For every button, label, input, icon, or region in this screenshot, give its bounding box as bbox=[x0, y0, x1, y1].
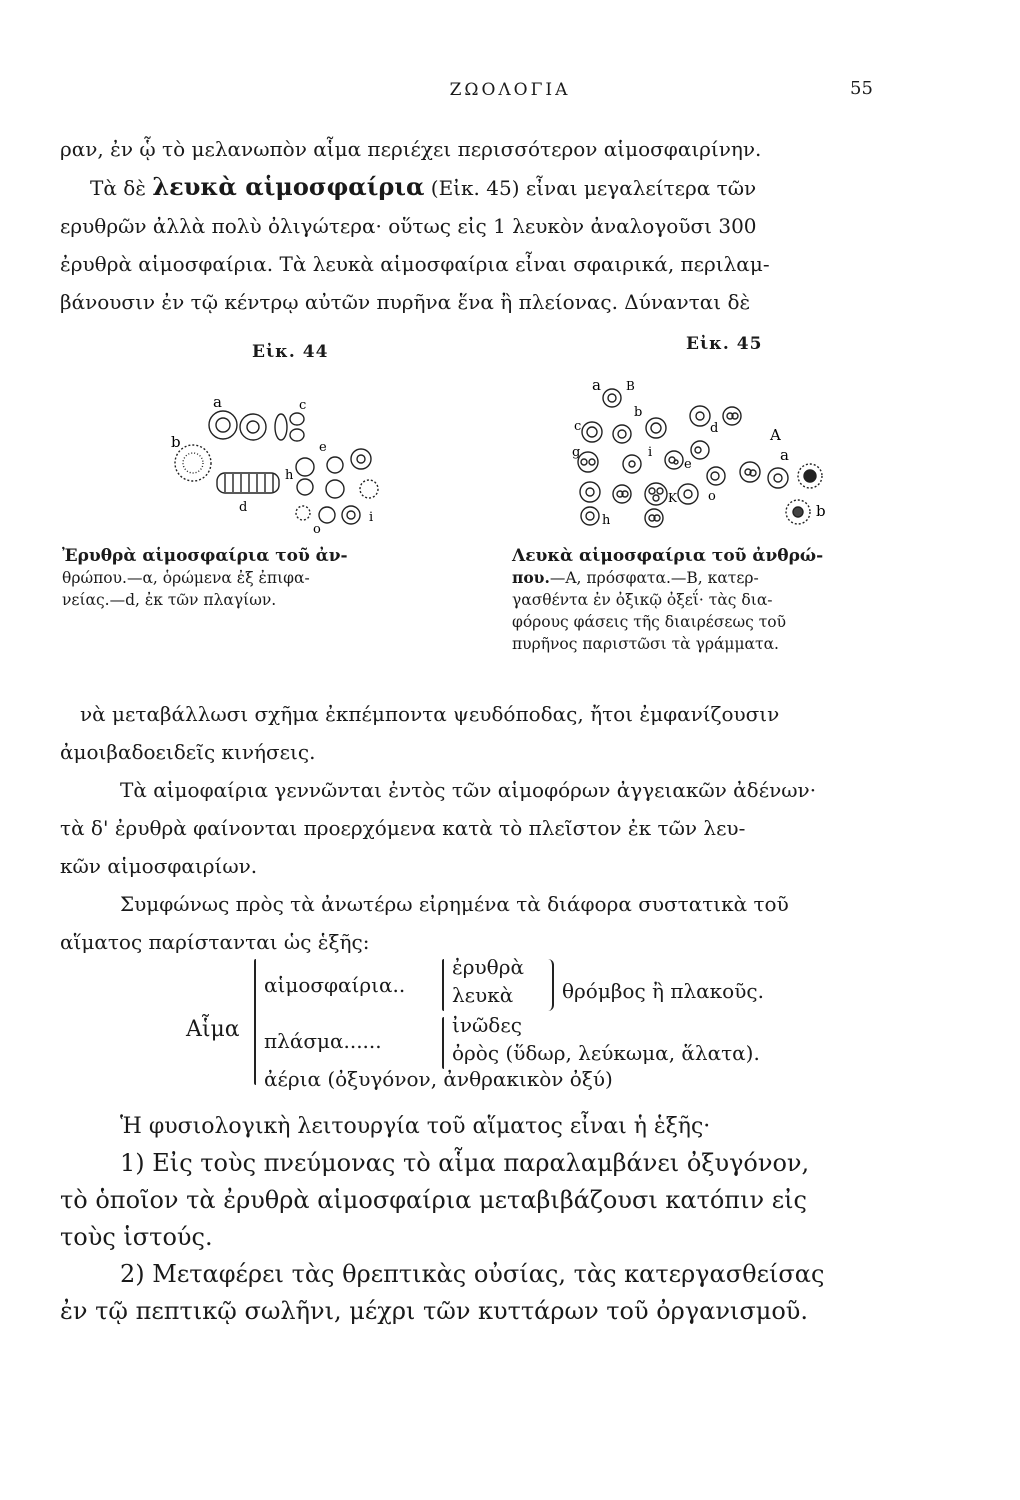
figure-45-letter: d bbox=[710, 421, 719, 436]
text-line: ραν, ἐν ᾧ τὸ μελανωπὸν αἷμα περιέχει περισσότερον αἱμοσφαιρίνην. bbox=[60, 137, 762, 161]
figure-44-illustration bbox=[165, 385, 405, 535]
figure-45-letter: K bbox=[668, 491, 677, 505]
figure-44-letter: h bbox=[285, 468, 294, 483]
text-line: βάνουσιν ἐν τῷ κέντρῳ αὐτῶν πυρῆνα ἕνα ἢ πλείονας. Δύνανται δὲ bbox=[60, 290, 751, 314]
figure-45-letter: A bbox=[770, 426, 781, 444]
caption-line: γασθέντα ἐν ὀξικῷ ὀξεΐ· τὰς δια- bbox=[512, 591, 773, 609]
brace bbox=[442, 1017, 444, 1069]
figure-45-letter: h bbox=[602, 513, 611, 528]
brace bbox=[254, 959, 256, 1085]
figure-45-letter: i bbox=[648, 445, 653, 460]
figure-45-illustration bbox=[560, 372, 850, 532]
caption-line: φόρους φάσεις τῆς διαιρέσεως τοῦ bbox=[512, 613, 787, 631]
figure-45-letter: g bbox=[572, 445, 581, 460]
text-line: Ἡ φυσιολογικὴ λειτουργία τοῦ αἵματος εἶναι ἡ ἑξῆς· bbox=[120, 1114, 711, 1139]
scheme-clot: θρόμβος ἢ πλακοῦς. bbox=[562, 979, 764, 1003]
figure-45-letter: a bbox=[592, 376, 601, 394]
caption-lead-word: που. bbox=[512, 568, 550, 587]
text-line: Συμφώνως πρὸς τὰ ἀνωτέρω εἰρημένα τὰ διάφορα συστατικὰ τοῦ bbox=[120, 892, 789, 916]
scheme-serum: ὀρὸς (ὕδωρ, λεύκωμα, ἅλατα). bbox=[452, 1041, 760, 1065]
blood-composition-scheme bbox=[180, 955, 900, 1090]
caption-line bbox=[512, 567, 932, 589]
scheme-root: Αἷμα bbox=[186, 1017, 240, 1042]
figure-44-letter: e bbox=[319, 440, 327, 455]
text-line: τοὺς ἱστούς. bbox=[60, 1223, 213, 1251]
text-line: ερυθρῶν ἀλλὰ πολὺ ὀλιγώτερα· οὕτως εἰς 1 λευκὸν ἀναλογοῦσι 300 bbox=[60, 214, 757, 238]
text-line: ἐν τῷ πεπτικῷ σωλῆνι, μέχρι τῶν κυττάρων τοῦ ὀργανισμοῦ. bbox=[60, 1297, 808, 1325]
caption-lead: Λευκὰ αἱμοσφαίρια τοῦ ἀνθρώ- bbox=[512, 546, 824, 566]
text-line: νὰ μεταβάλλωσι σχῆμα ἐκπέμποντα ψευδόποδας, ἤτοι ἐμφανίζουσιν bbox=[80, 702, 780, 726]
text-line: τὸ ὁποῖον τὰ ἐρυθρὰ αἱμοσφαίρια μεταβιβάζουσι κατόπιν εἰς bbox=[60, 1186, 807, 1214]
paragraph-intro bbox=[60, 130, 910, 321]
scheme-cells-label: αἱμοσφαίρια.. bbox=[264, 973, 406, 997]
running-header: ΖΩΟΛΟΓΙΑ bbox=[449, 80, 571, 100]
figure-45-letter: b bbox=[634, 405, 643, 420]
figure-45-letter: c bbox=[574, 419, 582, 434]
paragraph-function bbox=[60, 1108, 910, 1330]
figure-44-label: Εἰκ. 44 bbox=[252, 342, 329, 362]
text-line: 2) Μεταφέρει τὰς θρεπτικὰς οὐσίας, τὰς κατεργασθείσας bbox=[120, 1260, 825, 1288]
figure-45-letter: b bbox=[816, 502, 826, 520]
figure-44-letter: o bbox=[313, 522, 321, 535]
text-line: Τὰ αἱμοφαίρια γεννῶνται ἐντὸς τῶν αἱμοφόρων ἀγγειακῶν ἀδένων· bbox=[120, 778, 817, 802]
text-line: τὰ δ' ἐρυθρὰ φαίνονται προερχόμενα κατὰ τὸ πλεῖστον ἐκ τῶν λευ- bbox=[60, 816, 746, 840]
caption-lead: Ἐρυθρὰ αἱμοσφαίρια τοῦ ἀν- bbox=[62, 546, 348, 566]
text-line: 1) Εἰς τοὺς πνεύμονας τὸ αἷμα παραλαμβάνει ὀξυγόνον, bbox=[120, 1149, 810, 1177]
page-number: 55 bbox=[850, 78, 873, 99]
caption-line: πυρῆνος παριστῶσι τὰ γράμματα. bbox=[512, 635, 779, 653]
scheme-red-cells: ἐρυθρὰ bbox=[452, 955, 524, 979]
brace bbox=[442, 959, 444, 1011]
caption-text: —Α, πρόσφατα.—Β, κατερ- bbox=[549, 569, 759, 587]
figure-45-letter: e bbox=[684, 457, 692, 472]
text-fragment: (Εἰκ. 45) εἶναι μεγαλείτερα τῶν bbox=[430, 176, 757, 200]
figure-45-letter: a bbox=[780, 446, 789, 464]
figure-44-letter: a bbox=[213, 393, 222, 411]
text-line: αἵματος παρίστανται ὡς ἑξῆς: bbox=[60, 930, 370, 954]
scheme-plasma-label: πλάσμα...... bbox=[264, 1029, 382, 1053]
text-line: ἐρυθρὰ αἱμοσφαίρια. Τὰ λευκὰ αἱμοσφαίρια εἶναι σφαιρικά, περιλαμ- bbox=[60, 252, 770, 276]
figure-44-letter: b bbox=[171, 433, 181, 451]
figure-44-letter: c bbox=[299, 398, 307, 413]
scheme-gases: ἀέρια (ὀξυγόνον, ἀνθρακικὸν ὀξύ) bbox=[264, 1067, 613, 1091]
figure-45-label: Εἰκ. 45 bbox=[686, 334, 763, 354]
figure-44-letter: d bbox=[239, 500, 248, 515]
scheme-fibrin: ἰνῶδες bbox=[452, 1013, 522, 1037]
paragraph-transformation bbox=[60, 695, 910, 961]
text-line: κῶν αἱμοσφαιρίων. bbox=[60, 854, 258, 878]
text-fragment: Τὰ δὲ bbox=[90, 176, 146, 200]
figure-45-letter: B bbox=[626, 379, 635, 393]
brace bbox=[548, 959, 554, 1011]
scheme-white-cells: λευκὰ bbox=[452, 983, 514, 1007]
figure-45-caption bbox=[512, 545, 932, 655]
caption-line: νείας.—d, ἐκ τῶν πλαγίων. bbox=[62, 591, 277, 609]
figure-44-caption bbox=[62, 545, 502, 611]
text-line: ἀμοιβαδοειδεῖς κινήσεις. bbox=[60, 740, 316, 764]
figure-44-letter: i bbox=[369, 510, 374, 525]
text-line-heading bbox=[60, 168, 910, 207]
caption-line: θρώπου.—α, ὁρώμενα ἐξ ἐπιφα- bbox=[62, 569, 310, 587]
figure-45-letter: o bbox=[708, 489, 716, 504]
bold-term: λευκὰ αἱμοσφαίρια bbox=[152, 172, 425, 201]
